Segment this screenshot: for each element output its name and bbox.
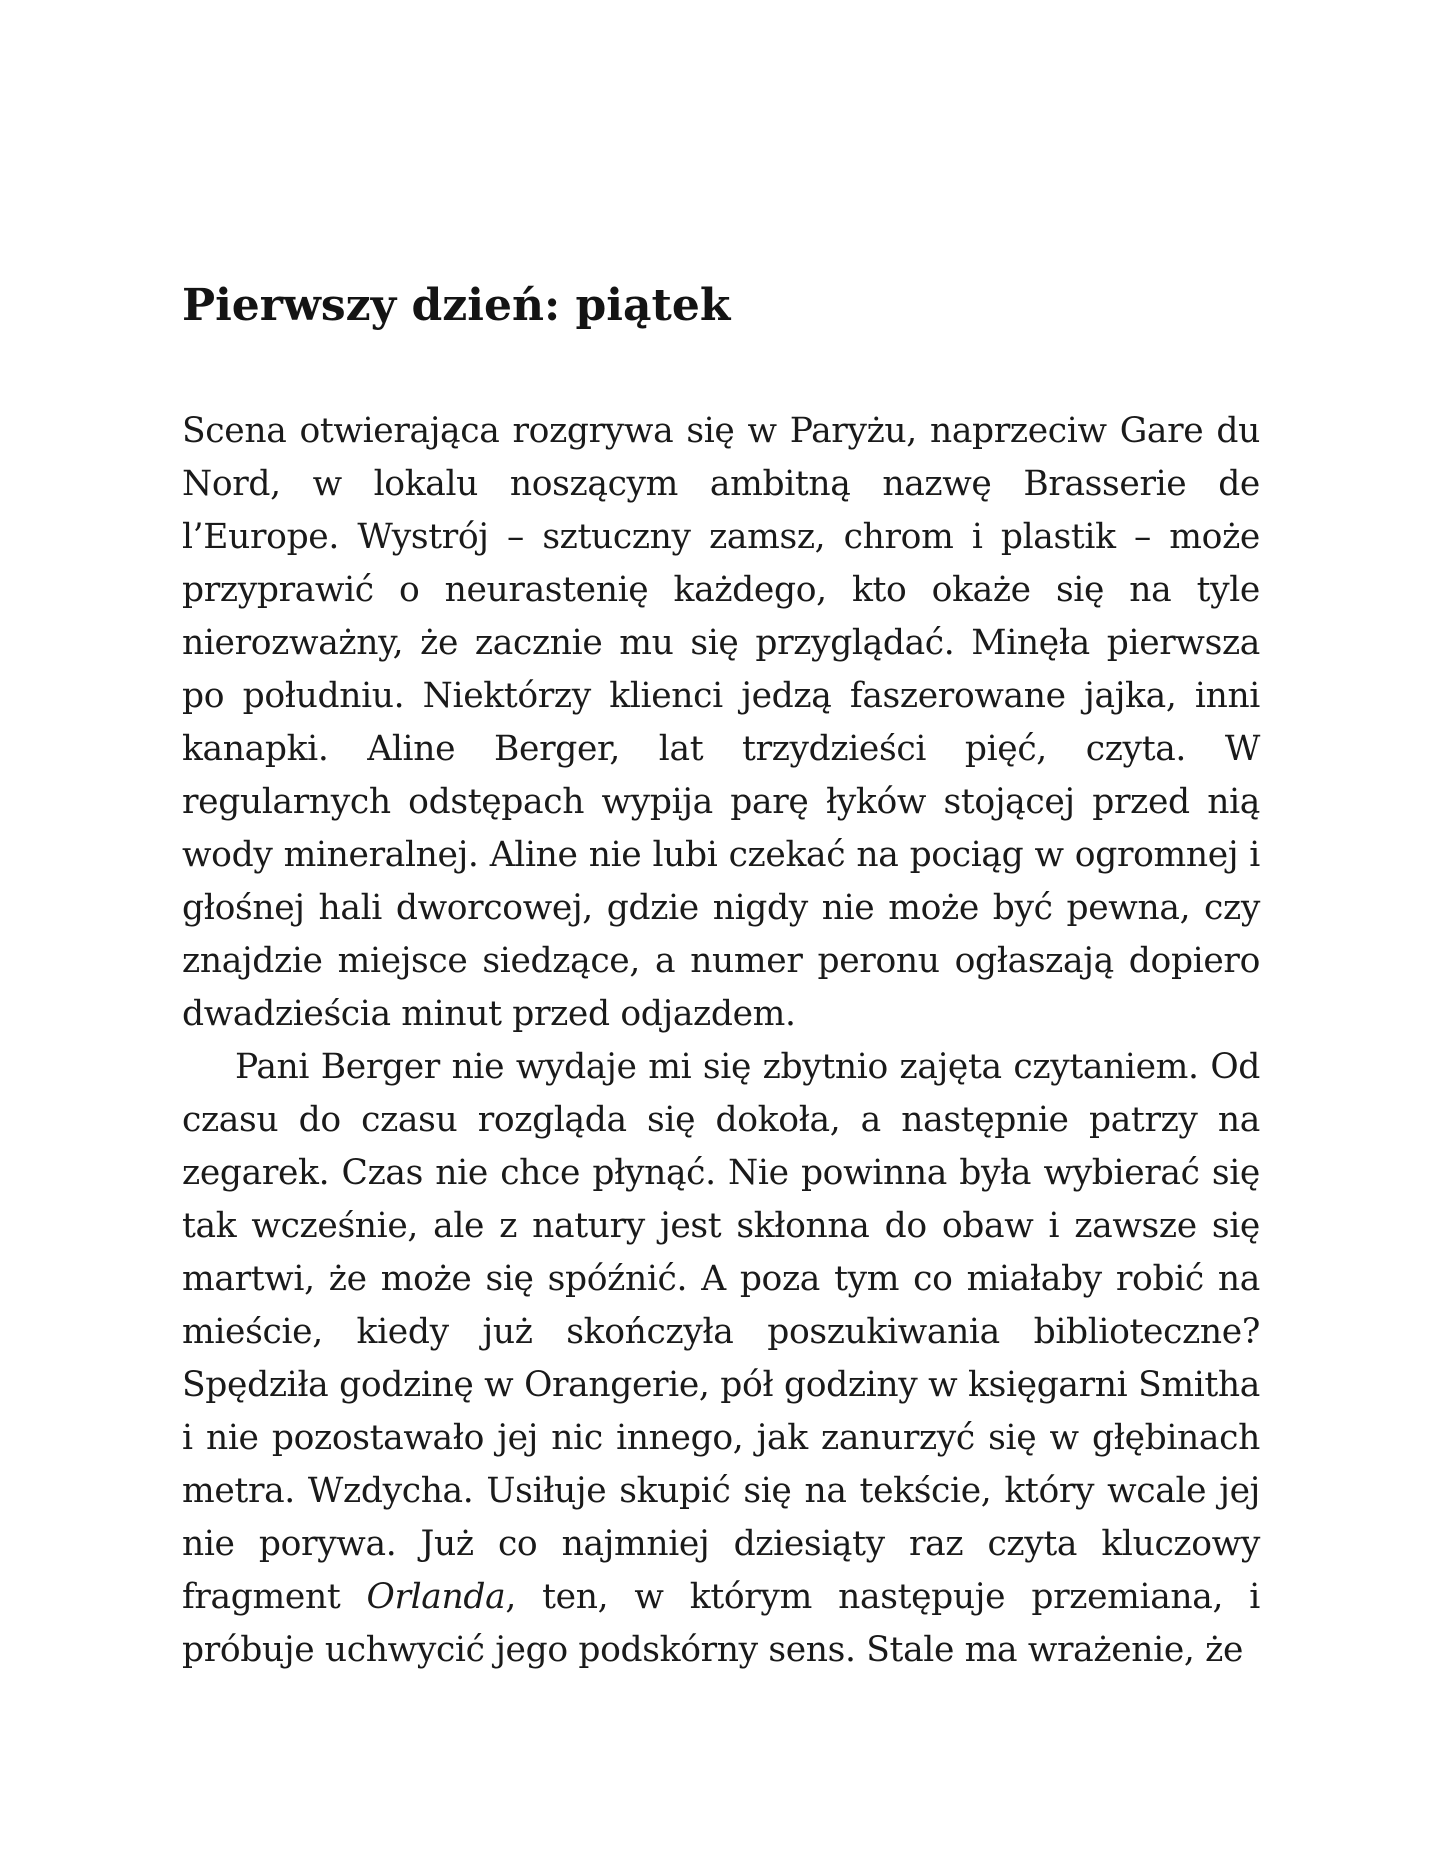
- chapter-body: [182, 405, 1260, 1677]
- paragraph-2: [182, 1041, 1260, 1677]
- chapter-title: Pierwszy dzień: piątek: [182, 280, 731, 331]
- paragraph-1: Scena otwierająca rozgrywa się w Paryżu, naprzeciw Gare du Nord, w lokalu noszącym ambitną nazwę Brasserie de l’Europe. Wystrój – sztuczny zamsz, chrom i plastik – może przyprawić o neurastenię każdego, kto okaże się na tyle nierozważny, że zacznie mu się przyglądać. Minęła pierwsza po południu. Niektórzy klienci jedzą faszerowane jajka, inni kanapki. Aline Berger, lat trzydzieści pięć, czyta. W regularnych odstępach wypija parę łyków stojącej przed nią wody mineralnej. Aline nie lubi czekać na pociąg w ogromnej i głośnej hali dworcowej, gdzie nigdy nie może być pewna, czy znajdzie miejsce siedzące, a numer peronu ogłaszają dopiero dwadzieścia minut przed odjazdem.: [182, 411, 1260, 1034]
- paragraph-2-text-end: , ten, w którym następuje przemiana, i próbuje uchwycić jego podskórny sens. Stale ma wrażenie, że: [182, 1577, 1260, 1670]
- paragraph-2-text-start: Pani Berger nie wydaje mi się zbytnio zajęta czytaniem. Od czasu do czasu rozgląda się dokoła, a następnie patrzy na zegarek. Czas nie chce płynąć. Nie powinna była wybierać się tak wcześnie, ale z natury jest skłonna do obaw i zawsze się martwi, że może się spóźnić. A poza tym co miałaby robić na mieście, kiedy już skończyła poszukiwania biblioteczne? Spędziła godzinę w Orangerie, pół godziny w księgarni Smitha i nie pozostawało jej nic innego, jak zanurzyć się w głębinach metra. Wzdycha. Usiłuje skupić się na tekście, który wcale jej nie porywa. Już co najmniej dziesiąty raz czyta kluczowy fragment: [182, 1047, 1260, 1617]
- book-title-italic: Orlanda: [366, 1577, 506, 1617]
